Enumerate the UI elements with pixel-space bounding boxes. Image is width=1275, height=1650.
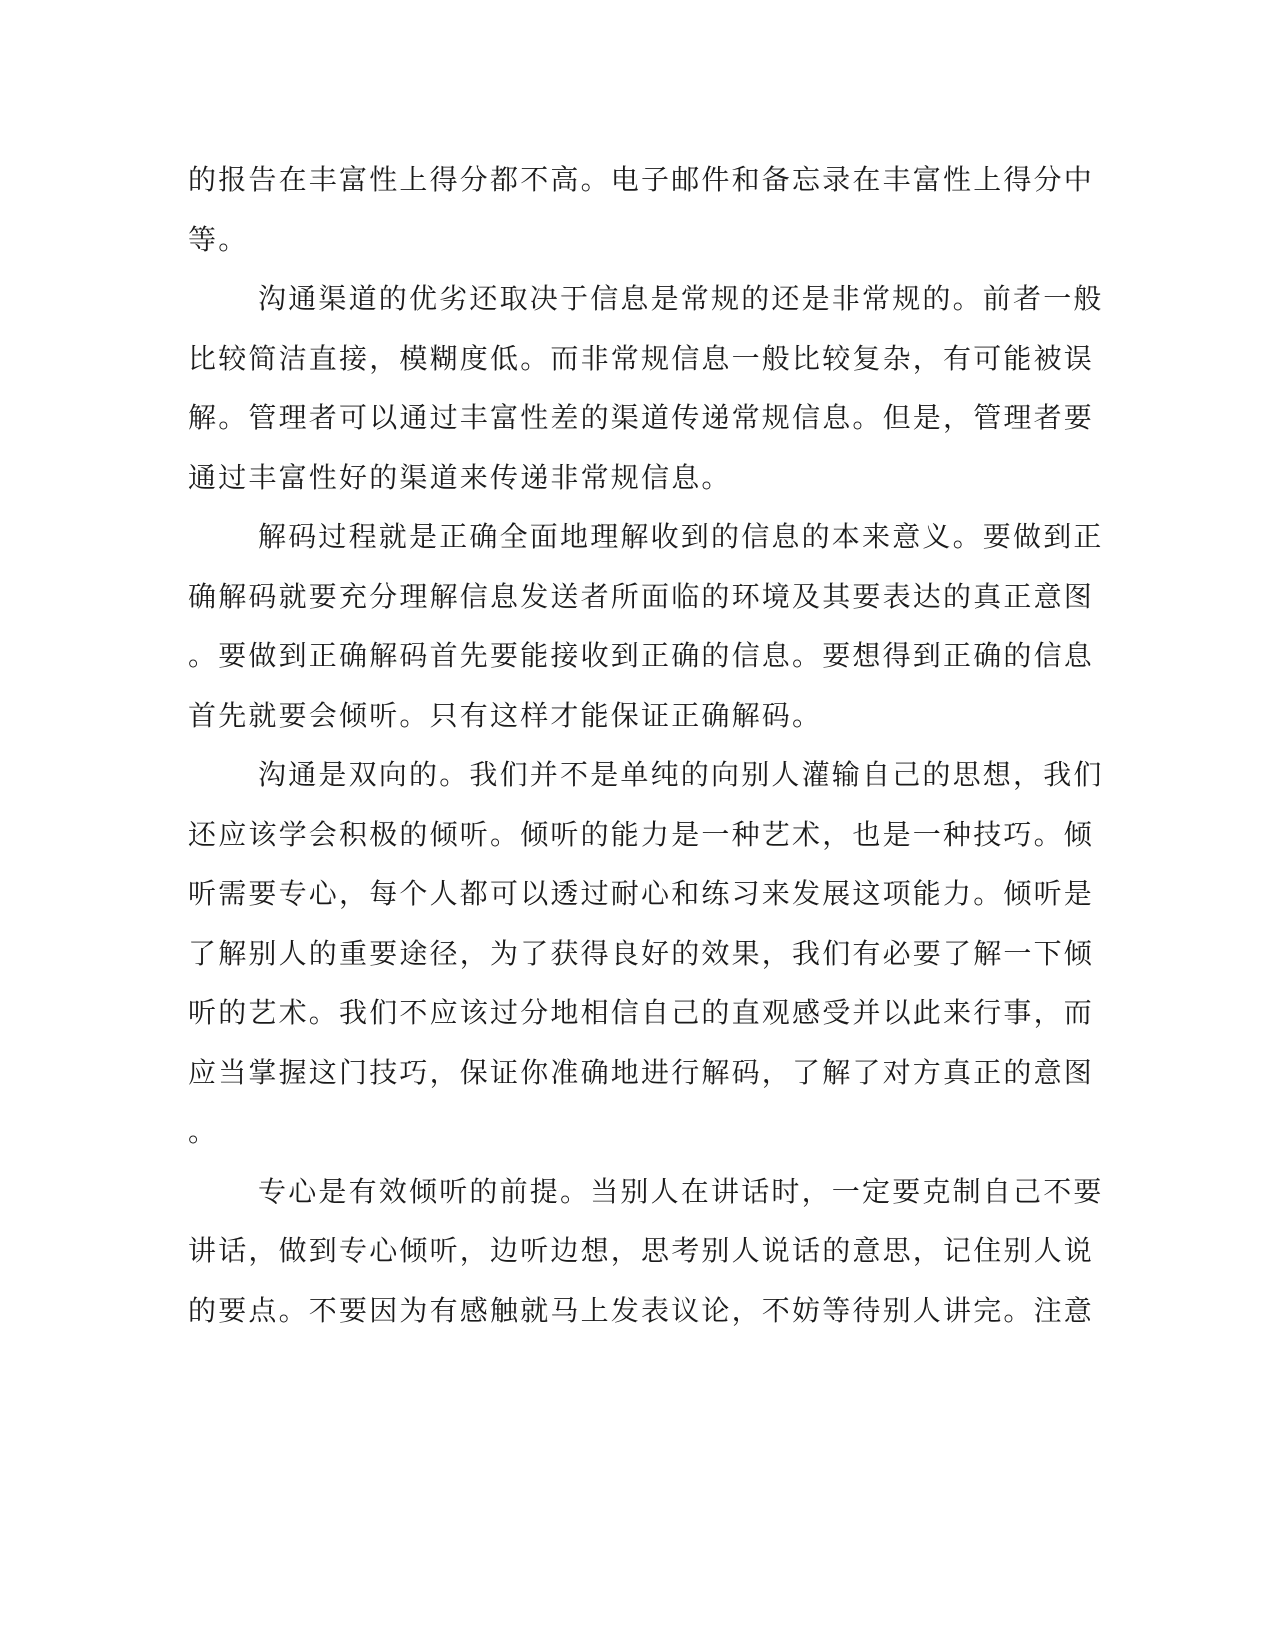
paragraph-first-line: 专心是有效倾听的前提。当别人在讲话时，一定要克制自己不要 xyxy=(258,1174,1104,1208)
text-line: 应当掌握这门技巧，保证你准确地进行解码，了解了对方真正的意图 xyxy=(188,1055,1095,1089)
text-line: 确解码就要充分理解信息发送者所面临的环境及其要表达的真正意图 xyxy=(188,579,1095,613)
text-line: 。要做到正确解码首先要能接收到正确的信息。要想得到正确的信息 xyxy=(188,639,1095,672)
text-line: 还应该学会积极的倾听。倾听的能力是一种艺术，也是一种技巧。倾 xyxy=(188,817,1095,851)
text-line: 的要点。不要因为有感触就马上发表议论，不妨等待别人讲完。注意 xyxy=(188,1293,1095,1327)
document-body xyxy=(188,150,1104,1340)
text-line: 。 xyxy=(188,1115,219,1148)
text-line: 首先就要会倾听。只有这样才能保证正确解码。 xyxy=(188,698,823,732)
text-line: 比较简洁直接，模糊度低。而非常规信息一般比较复杂，有可能被误 xyxy=(188,341,1095,375)
paragraph-first-line: 解码过程就是正确全面地理解收到的信息的本来意义。要做到正 xyxy=(258,520,1104,553)
text-line: 讲话，做到专心倾听，边听边想，思考别人说话的意思，记住别人说 xyxy=(188,1234,1095,1267)
text-line: 解。管理者可以通过丰富性差的渠道传递常规信息。但是，管理者要 xyxy=(188,401,1095,434)
text-line: 的报告在丰富性上得分都不高。电子邮件和备忘录在丰富性上得分中 xyxy=(188,163,1095,196)
text-line: 通过丰富性好的渠道来传递非常规信息。 xyxy=(188,460,732,494)
paragraph-first-line: 沟通是双向的。我们并不是单纯的向别人灌输自己的思想，我们 xyxy=(258,758,1104,791)
text-line: 等。 xyxy=(188,222,249,256)
paragraph-first-line: 沟通渠道的优劣还取决于信息是常规的还是非常规的。前者一般 xyxy=(258,282,1104,315)
text-line: 听的艺术。我们不应该过分地相信自己的直观感受并以此来行事，而 xyxy=(188,996,1095,1029)
text-line: 了解别人的重要途径，为了获得良好的效果，我们有必要了解一下倾 xyxy=(188,936,1095,970)
text-line: 听需要专心，每个人都可以透过耐心和练习来发展这项能力。倾听是 xyxy=(188,877,1095,910)
